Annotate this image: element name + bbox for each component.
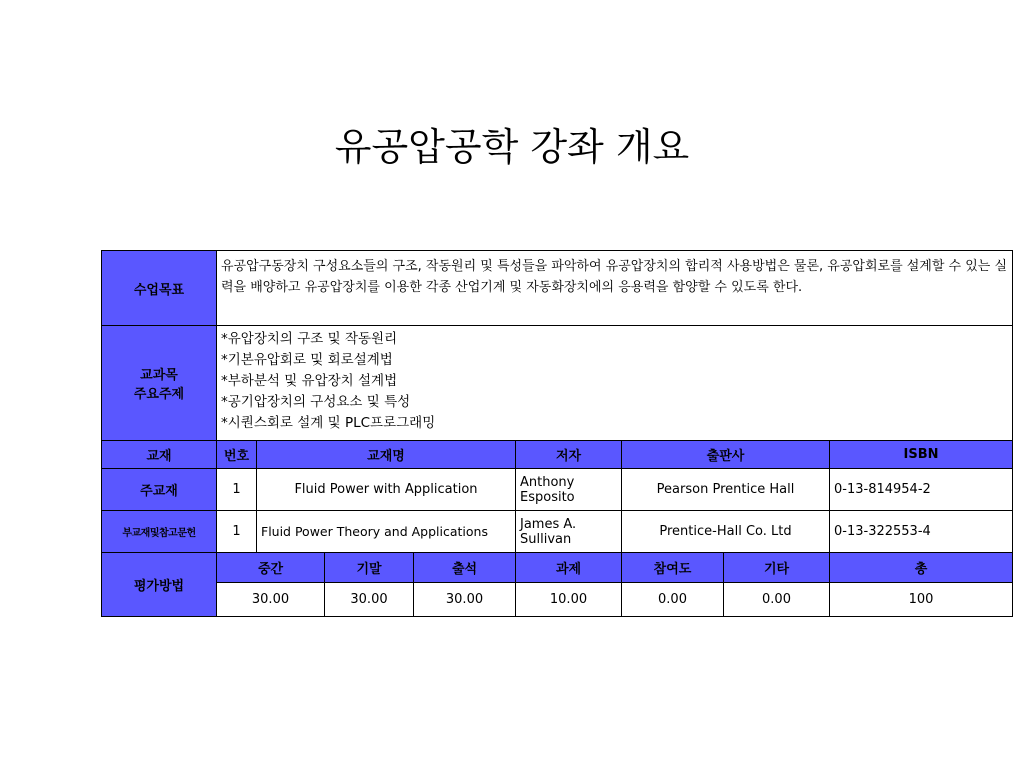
evaluation-value-assignment: 10.00 <box>516 583 622 617</box>
evaluation-header-assignment: 과제 <box>516 553 622 583</box>
topic-item: *기본유압회로 및 회로설계법 <box>221 352 393 368</box>
textbook-publisher: Prentice-Hall Co. Ltd <box>622 511 830 553</box>
evaluation-header-midterm: 중간 <box>217 553 325 583</box>
textbook-isbn: 0-13-814954-2 <box>830 469 1013 511</box>
textbook-no: 1 <box>217 469 257 511</box>
topics-label-line1: 교과목 <box>140 368 178 383</box>
textbook-isbn: 0-13-322553-4 <box>830 511 1013 553</box>
textbook-header-isbn: ISBN <box>830 441 1013 469</box>
objective-text: 유공압구동장치 구성요소들의 구조, 작동원리 및 특성들을 파악하여 유공압장치의 합리적 사용방법은 물론, 유공압회로를 설계할 수 있는 실력을 배양하고 유공압장치를 이용한 각종 산업기계 및 자동화장치에의 응용력을 함양할 수 있도록 한다. <box>217 251 1013 326</box>
evaluation-value-participation: 0.00 <box>622 583 724 617</box>
topics-list <box>217 326 1013 441</box>
evaluation-header-participation: 참여도 <box>622 553 724 583</box>
evaluation-value-other: 0.00 <box>724 583 830 617</box>
textbook-header-row <box>102 441 1013 469</box>
textbook-author: James A. Sullivan <box>516 511 622 553</box>
page-title: 유공압공학 강좌 개요 <box>334 125 690 169</box>
evaluation-value-total: 100 <box>830 583 1013 617</box>
objective-label: 수업목표 <box>102 251 217 326</box>
topic-item: *부하분석 및 유압장치 설계법 <box>221 373 398 389</box>
evaluation-value-attendance: 30.00 <box>414 583 516 617</box>
topics-row <box>102 326 1013 441</box>
evaluation-header-row <box>102 553 1013 583</box>
evaluation-header-other: 기타 <box>724 553 830 583</box>
textbook-row <box>102 511 1013 553</box>
evaluation-header-attendance: 출석 <box>414 553 516 583</box>
textbook-type: 부교재및참고문헌 <box>102 511 217 553</box>
evaluation-value-midterm: 30.00 <box>217 583 325 617</box>
topic-item: *유압장치의 구조 및 작동원리 <box>221 331 398 347</box>
evaluation-values-row <box>102 583 1013 617</box>
evaluation-header-final: 기말 <box>325 553 414 583</box>
textbook-type: 주교재 <box>102 469 217 511</box>
textbook-publisher: Pearson Prentice Hall <box>622 469 830 511</box>
objective-row <box>102 251 1013 326</box>
textbook-row <box>102 469 1013 511</box>
evaluation-header-total: 총 <box>830 553 1013 583</box>
textbook-no: 1 <box>217 511 257 553</box>
topic-item: *시퀀스회로 설계 및 PLC프로그래밍 <box>221 415 436 431</box>
course-overview-table <box>101 250 1013 617</box>
textbook-name: Fluid Power Theory and Applications <box>257 511 516 553</box>
textbook-header-no: 번호 <box>217 441 257 469</box>
topic-item: *공기압장치의 구성요소 및 특성 <box>221 394 411 410</box>
evaluation-value-final: 30.00 <box>325 583 414 617</box>
textbook-header-name: 교재명 <box>257 441 516 469</box>
topics-label <box>102 326 217 441</box>
textbook-name: Fluid Power with Application <box>257 469 516 511</box>
textbook-header-publisher: 출판사 <box>622 441 830 469</box>
textbook-header-type: 교재 <box>102 441 217 469</box>
textbook-header-author: 저자 <box>516 441 622 469</box>
evaluation-label: 평가방법 <box>102 553 217 617</box>
topics-label-line2: 주요주제 <box>133 387 185 402</box>
textbook-author: Anthony Esposito <box>516 469 622 511</box>
